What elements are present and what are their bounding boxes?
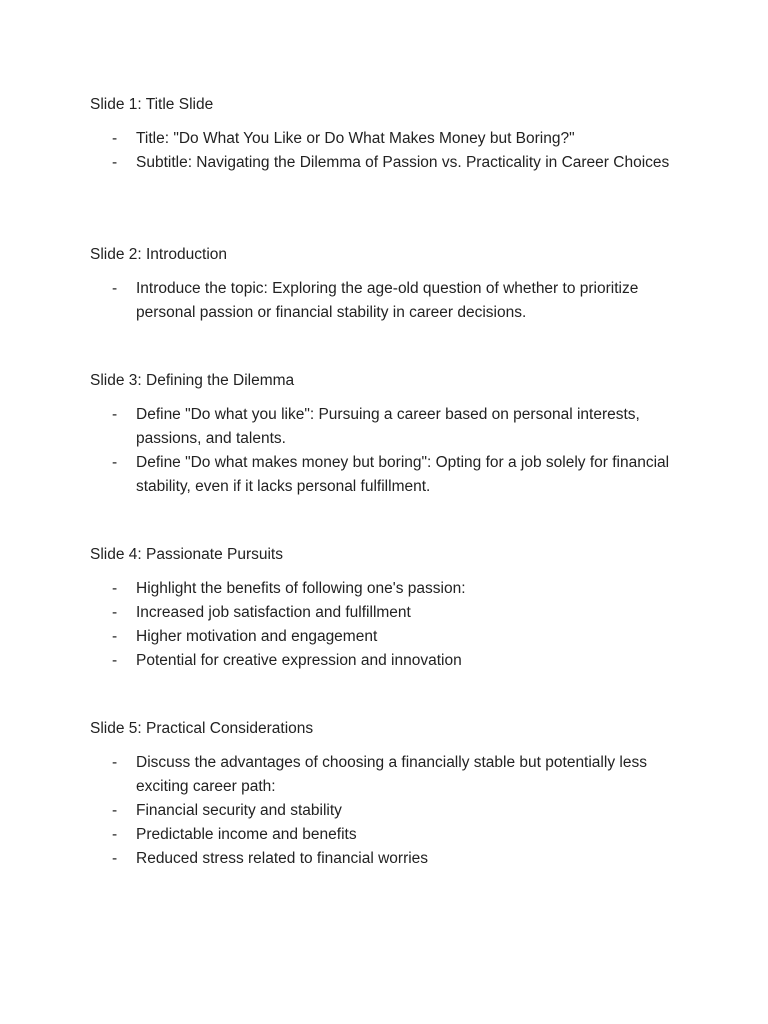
bullet-text: Reduced stress related to financial worries <box>136 850 429 867</box>
bullet-dash: - <box>112 826 118 843</box>
bullet-text: Potential for creative expression and innovation <box>136 652 462 669</box>
bullet-dash: - <box>112 280 118 297</box>
bullet-dash: - <box>112 454 118 471</box>
slide-2-heading: Slide 2: Introduction <box>90 246 228 263</box>
bullet-text: Predictable income and benefits <box>136 826 357 843</box>
slide-3-section <box>90 369 690 499</box>
slide-4-heading: Slide 4: Passionate Pursuits <box>90 546 283 563</box>
list-item <box>90 847 676 871</box>
bullet-dash: - <box>112 154 118 171</box>
list-item <box>90 649 676 673</box>
list-item <box>90 601 676 625</box>
bullet-dash: - <box>112 580 118 597</box>
bullet-text: Financial security and stability <box>136 802 342 819</box>
list-item <box>90 403 676 451</box>
bullet-text: Subtitle: Navigating the Dilemma of Passion vs. Practicality in Career Choices <box>136 154 670 171</box>
slide-2-section <box>90 243 690 325</box>
list-item <box>90 799 676 823</box>
list-item <box>90 127 676 151</box>
slide-2-bullet-list <box>90 277 690 325</box>
slide-1-section <box>90 93 690 175</box>
bullet-dash: - <box>112 754 118 771</box>
slide-1-bullet-list <box>90 127 690 175</box>
bullet-dash: - <box>112 802 118 819</box>
bullet-dash: - <box>112 652 118 669</box>
bullet-text: Higher motivation and engagement <box>136 628 378 645</box>
slide-4-section <box>90 543 690 673</box>
bullet-dash: - <box>112 406 118 423</box>
list-item <box>90 823 676 847</box>
bullet-dash: - <box>112 850 118 867</box>
bullet-dash: - <box>112 604 118 621</box>
bullet-text: Increased job satisfaction and fulfillment <box>136 604 411 621</box>
slide-4-bullet-list <box>90 577 690 673</box>
list-item <box>90 577 676 601</box>
list-item <box>90 625 676 649</box>
bullet-dash: - <box>112 628 118 645</box>
bullet-dash: - <box>112 130 118 147</box>
slide-5-heading: Slide 5: Practical Considerations <box>90 720 314 737</box>
list-item <box>90 277 676 325</box>
list-item <box>90 151 676 175</box>
bullet-text: Define "Do what makes money but boring": Opting for a job solely for financial stability, even if it lacks personal fulfillment. <box>136 454 670 495</box>
slide-3-bullet-list <box>90 403 690 499</box>
slide-5-section <box>90 717 690 871</box>
bullet-text: Highlight the benefits of following one's passion: <box>136 580 466 597</box>
list-item <box>90 451 676 499</box>
slide-1-heading: Slide 1: Title Slide <box>90 96 214 113</box>
bullet-text: Define "Do what you like": Pursuing a career based on personal interests, passions, and talents. <box>136 406 640 447</box>
bullet-text: Title: "Do What You Like or Do What Makes Money but Boring?" <box>136 130 575 147</box>
slide-5-bullet-list <box>90 751 690 871</box>
bullet-text: Discuss the advantages of choosing a financially stable but potentially less exciting career path: <box>136 754 647 795</box>
slide-3-heading: Slide 3: Defining the Dilemma <box>90 372 295 389</box>
list-item <box>90 751 676 799</box>
bullet-text: Introduce the topic: Exploring the age-old question of whether to prioritize personal passion or financial stability in career decisions. <box>136 280 639 321</box>
